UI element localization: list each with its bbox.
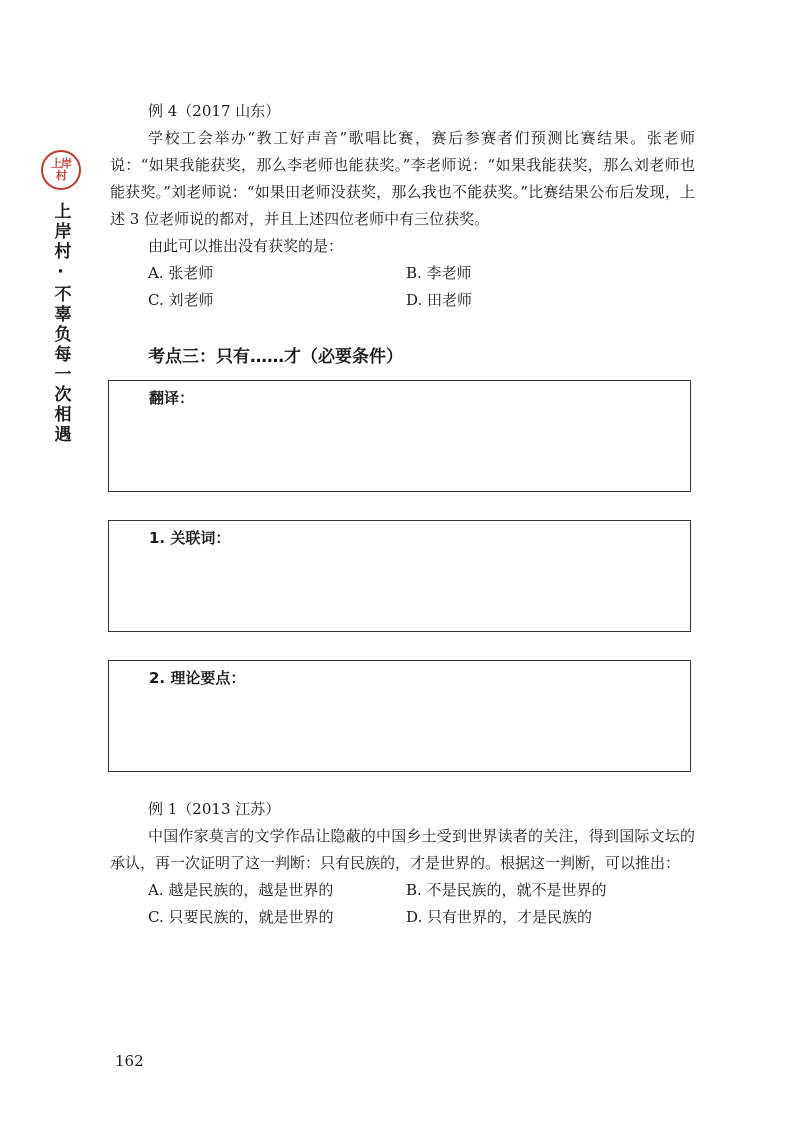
example-4-paragraph: 学校工会举办“教工好声音”歌唱比赛，赛后参赛者们预测比赛结果。张老师说：“如果我能获奖，那么李老师也能获奖。”李老师说：“如果我能获奖，那么刘老师也能获奖。”刘老师说：“如果田老师没获奖，那么我也不能获奖。”比赛结果公布后发现，上述 3 位老师说的都对，并且上述四位老师中有三位获奖。 [110,129,695,228]
example-4 [110,98,695,314]
connectives-box [108,520,691,632]
example-1-title: 例 1（2013 江苏） [148,800,281,818]
example-4-title: 例 4（2017 山东） [148,102,281,120]
option-d: D. 田老师 [406,291,473,309]
option-c: C. 刘老师 [148,291,214,309]
example-4-question: 由此可以推出没有获奖的是： [148,237,344,255]
example-1-options [148,877,695,931]
example-4-options [148,260,695,314]
theory-label: 2. 理论要点： [149,669,246,687]
translate-box [108,380,691,492]
connectives-label: 1. 关联词： [149,529,231,547]
example-1-paragraph: 中国作家莫言的文学作品让隐蔽的中国乡土受到世界读者的关注，得到国际文坛的承认，再一次证明了这一判断：只有民族的，才是世界的。根据这一判断，可以推出： [110,827,695,872]
option-b: B. 李老师 [406,264,472,282]
seal-text: 上岸村 [51,157,71,182]
option-b: B. 不是民族的，就不是世界的 [406,881,607,899]
sidebar [40,150,82,445]
translate-label: 翻译： [149,389,195,407]
option-a: A. 张老师 [148,264,214,282]
page-number: 162 [115,1052,144,1070]
option-a: A. 越是民族的，越是世界的 [148,881,334,899]
example-1 [110,796,695,931]
option-c: C. 只要民族的，就是世界的 [148,908,334,926]
option-d: D. 只有世界的，才是民族的 [406,908,593,926]
section-title: 考点三：只有……才（必要条件） [148,347,403,367]
sidebar-slogan: 上岸村·不辜负每一次相遇 [50,202,71,445]
seal-logo [41,150,81,190]
theory-box [108,660,691,772]
